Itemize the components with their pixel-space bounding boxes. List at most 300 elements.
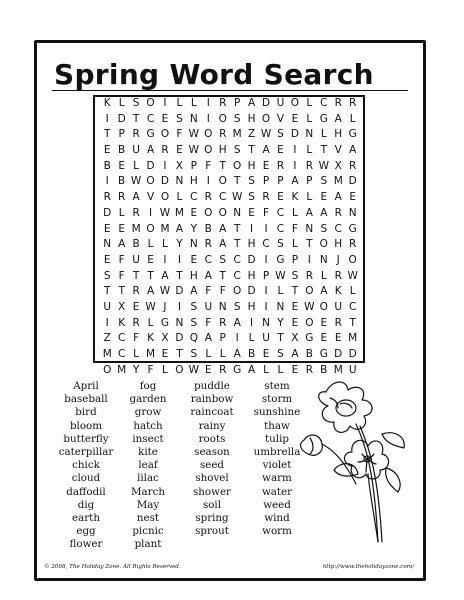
grid-letter: E	[204, 363, 212, 376]
grid-row	[100, 237, 360, 253]
grid-letter: A	[219, 238, 227, 251]
grid-letter: M	[160, 222, 170, 235]
word: cloud	[71, 472, 101, 485]
grid-letter: I	[264, 300, 268, 313]
word-column-2	[119, 380, 177, 552]
grid-letter: S	[320, 222, 328, 235]
grid-letter: S	[233, 300, 241, 313]
grid-letter: C	[146, 112, 155, 125]
word: nest	[136, 512, 160, 525]
grid-letter: I	[264, 285, 268, 298]
grid-letter: T	[104, 285, 111, 298]
grid-letter: C	[204, 253, 212, 266]
grid-row	[100, 190, 360, 206]
grid-letter: H	[247, 269, 256, 282]
grid-letter: U	[103, 300, 112, 313]
grid-letter: F	[147, 363, 154, 376]
grid-letter: E	[291, 300, 299, 313]
word: sunshine	[253, 406, 301, 419]
grid-letter: T	[233, 222, 241, 235]
grid-letter: T	[233, 175, 241, 188]
grid-letter: S	[277, 238, 284, 251]
grid-letter: A	[334, 112, 342, 125]
grid-letter: O	[218, 112, 227, 125]
grid-letter: G	[305, 332, 314, 345]
grid-letter: R	[132, 316, 140, 329]
grid-letter: U	[132, 144, 140, 157]
word: picnic	[132, 525, 164, 538]
grid-letter: I	[105, 112, 109, 125]
grid-letter: T	[219, 269, 226, 282]
grid-letter: G	[348, 128, 357, 141]
grid-letter: L	[320, 269, 327, 282]
grid-letter: O	[146, 175, 155, 188]
word: soil	[202, 498, 222, 511]
grid-letter: T	[306, 238, 313, 251]
grid-letter: W	[159, 206, 171, 219]
grid-letter: O	[160, 191, 170, 204]
word: caterpillar	[58, 446, 114, 459]
grid-letter: W	[188, 144, 200, 157]
grid-letter: W	[188, 363, 200, 376]
grid-letter: T	[349, 316, 356, 329]
grid-letter: R	[305, 363, 313, 376]
grid-letter: T	[233, 238, 241, 251]
grid-letter: F	[133, 332, 140, 345]
grid-letter: O	[218, 175, 227, 188]
grid-letter: B	[320, 363, 328, 376]
grid-letter: H	[218, 144, 227, 157]
grid-letter: C	[276, 222, 285, 235]
grid-letter: F	[118, 269, 125, 282]
grid-row	[100, 347, 360, 363]
word: storm	[261, 393, 293, 406]
grid-letter: N	[262, 316, 270, 329]
word: water	[261, 485, 293, 498]
grid-letter: T	[176, 348, 183, 360]
grid-letter: S	[291, 269, 299, 282]
grid-letter: R	[219, 128, 227, 141]
grid-letter: F	[205, 316, 212, 329]
grid-letter: L	[147, 316, 154, 329]
grid-letter: L	[133, 348, 140, 360]
grid-letter: N	[305, 128, 314, 141]
grid-letter: B	[305, 348, 313, 360]
grid-letter: I	[177, 300, 181, 313]
grid-letter: H	[247, 112, 256, 125]
grid-letter: W	[231, 191, 243, 204]
grid-letter: S	[219, 253, 227, 266]
grid-letter: E	[262, 348, 270, 360]
word: plant	[134, 538, 162, 551]
grid-letter: I	[206, 175, 210, 188]
grid-letter: H	[247, 238, 256, 251]
grid-letter: D	[334, 348, 343, 360]
grid-letter: E	[291, 363, 299, 376]
grid-letter: E	[190, 253, 198, 266]
grid-letter: S	[132, 97, 140, 109]
grid-letter: C	[262, 238, 270, 251]
grid-letter: D	[247, 285, 256, 298]
grid-letter: O	[290, 97, 300, 109]
word: stem	[264, 380, 290, 392]
grid-letter: V	[334, 144, 342, 157]
grid-letter: N	[175, 175, 184, 188]
grid-letter: A	[248, 363, 256, 376]
grid-letter: G	[233, 363, 242, 376]
grid-letter: R	[349, 238, 357, 251]
grid-letter: A	[190, 285, 198, 298]
grid-letter: R	[132, 128, 140, 141]
grid-letter: D	[290, 128, 299, 141]
grid-letter: X	[161, 332, 169, 345]
grid-letter: C	[348, 300, 357, 313]
grid-letter: E	[334, 332, 342, 345]
grid-row	[100, 159, 360, 175]
grid-letter: Y	[190, 222, 198, 235]
grid-letter: A	[161, 269, 169, 282]
grid-letter: A	[233, 348, 241, 360]
grid-letter: L	[176, 191, 183, 204]
grid-letter: K	[291, 191, 299, 204]
grid-letter: M	[102, 348, 112, 360]
word: spring	[195, 512, 229, 525]
word: sprout	[195, 525, 229, 538]
grid-letter: T	[104, 128, 111, 141]
word: garden	[129, 393, 167, 406]
grid-row	[100, 127, 360, 143]
grid-letter: F	[219, 285, 226, 298]
grid-letter: E	[118, 222, 125, 235]
grid-letter: U	[204, 300, 213, 313]
grid-letter: J	[163, 300, 167, 313]
grid-letter: F	[118, 253, 125, 266]
grid-row	[100, 206, 360, 222]
grid-letter: T	[291, 285, 299, 298]
grid-letter: L	[133, 159, 140, 172]
grid-letter: N	[233, 206, 242, 219]
grid-letter: X	[175, 159, 183, 172]
grid-letter: W	[130, 175, 142, 188]
grid-letter: G	[348, 222, 357, 235]
grid-letter: P	[262, 269, 270, 282]
grid-letter: O	[175, 363, 184, 376]
grid-letter: E	[176, 144, 183, 157]
grid-letter: S	[190, 348, 198, 360]
grid-letter: T	[320, 144, 327, 157]
grid-letter: A	[175, 222, 183, 235]
grid-letter: Z	[247, 128, 256, 141]
grid-letter: A	[291, 175, 299, 188]
grid-letter: E	[262, 159, 270, 172]
grid-letter: R	[334, 316, 342, 329]
grid-letter: C	[320, 97, 328, 109]
grid-letter: C	[117, 348, 126, 360]
grid-letter: M	[333, 363, 343, 376]
grid-letter: O	[319, 300, 328, 313]
grid-letter: E	[248, 206, 255, 219]
grid-letter: Y	[132, 363, 140, 376]
grid-letter: L	[291, 238, 298, 251]
grid-row	[100, 316, 360, 332]
grid-letter: W	[260, 128, 272, 141]
grid-letter: E	[349, 191, 356, 204]
grid-letter: E	[147, 253, 154, 266]
grid-letter: K	[147, 332, 154, 345]
grid-letter: E	[320, 191, 328, 204]
grid-letter: T	[132, 112, 140, 125]
grid-letter: L	[176, 97, 183, 109]
grid-letter: A	[204, 332, 212, 345]
word: baseball	[64, 393, 108, 406]
word: hatch	[133, 419, 163, 432]
grid-letter: O	[218, 206, 227, 219]
grid-letter: P	[233, 97, 241, 109]
grid-letter: B	[204, 222, 212, 235]
grid-letter: A	[146, 144, 155, 157]
word: egg	[76, 525, 96, 538]
grid-letter: N	[189, 238, 198, 251]
grid-letter: A	[204, 269, 212, 282]
word: wind	[264, 512, 290, 525]
grid-letter: X	[334, 159, 342, 172]
grid-letter: E	[161, 348, 169, 360]
grid-letter: R	[219, 316, 227, 329]
grid-letter: R	[334, 206, 342, 219]
grid-letter: A	[118, 238, 126, 251]
grid-letter: I	[163, 253, 167, 266]
grid-letter: T	[277, 332, 284, 345]
grid-letter: N	[218, 300, 227, 313]
grid-letter: O	[204, 144, 213, 157]
grid-letter: H	[189, 175, 198, 188]
grid-row	[100, 300, 360, 316]
word-column-1	[56, 380, 116, 552]
grid-row	[100, 284, 360, 300]
grid-row	[100, 253, 360, 269]
grid-letter: H	[189, 269, 198, 282]
grid-letter: B	[103, 159, 111, 172]
grid-letter: O	[146, 222, 155, 235]
grid-letter: H	[247, 159, 256, 172]
word: raincoat	[190, 406, 234, 419]
grid-letter: P	[306, 175, 313, 188]
grid-letter: O	[146, 97, 155, 109]
grid-letter: A	[305, 206, 313, 219]
grid-letter: R	[276, 159, 285, 172]
grid-letter: C	[233, 253, 241, 266]
grid-letter: I	[264, 222, 268, 235]
grid-letter: A	[233, 316, 241, 329]
grid-letter: E	[291, 316, 299, 329]
grid-letter: A	[320, 206, 328, 219]
word: violet	[262, 459, 292, 472]
word: butterfly	[63, 432, 109, 445]
grid-letter: R	[219, 363, 227, 376]
grid-letter: A	[291, 348, 299, 360]
grid-letter: O	[319, 238, 328, 251]
grid-letter: R	[132, 206, 140, 219]
grid-letter: S	[103, 269, 111, 282]
grid-letter: D	[247, 253, 256, 266]
word: dig	[77, 498, 95, 511]
grid-letter: L	[320, 128, 327, 141]
site-url[interactable]: http://www.theholidayzone.com/	[322, 564, 414, 570]
word: fog	[139, 380, 157, 392]
grid-letter: E	[103, 253, 111, 266]
grid-letter: D	[348, 348, 357, 360]
grid-letter: K	[118, 316, 126, 329]
grid-letter: I	[250, 222, 254, 235]
grid-letter: A	[334, 191, 342, 204]
word: weed	[263, 498, 291, 511]
grid-letter: Y	[176, 238, 183, 251]
grid-letter: M	[232, 128, 242, 141]
grid-letter: L	[349, 285, 356, 298]
grid-letter: E	[277, 144, 284, 157]
grid-letter: G	[146, 128, 155, 141]
letter-grid	[100, 96, 360, 378]
grid-letter: L	[190, 97, 197, 109]
grid-letter: F	[291, 222, 298, 235]
grid-letter: I	[105, 316, 109, 329]
grid-letter: T	[118, 285, 125, 298]
grid-letter: L	[162, 238, 168, 251]
grid-letter: S	[190, 300, 198, 313]
grid-letter: R	[161, 144, 169, 157]
grid-letter: L	[118, 206, 125, 219]
grid-letter: R	[132, 285, 140, 298]
grid-letter: I	[163, 159, 167, 172]
grid-letter: E	[118, 159, 125, 172]
grid-letter: L	[263, 363, 269, 376]
grid-letter: W	[347, 269, 358, 282]
grid-letter: R	[204, 238, 212, 251]
grid-letter: A	[349, 144, 357, 157]
grid-letter: D	[348, 175, 357, 188]
grid-letter: R	[219, 97, 227, 109]
word: kite	[138, 446, 158, 459]
grid-letter: K	[103, 97, 111, 109]
grid-letter: M	[146, 348, 156, 360]
grid-letter: R	[262, 191, 270, 204]
grid-letter: I	[148, 206, 153, 219]
grid-letter: J	[336, 253, 340, 266]
word: leaf	[138, 459, 158, 472]
grid-letter: I	[206, 97, 210, 109]
word-list	[56, 380, 307, 552]
grid-letter: C	[233, 269, 241, 282]
grid-letter: E	[320, 332, 328, 345]
grid-letter: U	[334, 300, 343, 313]
grid-letter: S	[277, 128, 284, 141]
word: daffodil	[66, 485, 106, 498]
word: thaw	[264, 419, 290, 432]
grid-letter: L	[147, 238, 154, 251]
word: May	[136, 498, 160, 511]
grid-letter: O	[103, 363, 112, 376]
grid-letter: W	[159, 285, 171, 298]
grid-letter: O	[305, 316, 314, 329]
grid-letter: B	[247, 348, 256, 360]
grid-letter: R	[204, 191, 212, 204]
grid-letter: O	[261, 112, 271, 125]
grid-letter: W	[275, 269, 286, 282]
grid-letter: A	[262, 144, 270, 157]
grid-letter: Z	[103, 332, 111, 345]
grid-letter: P	[190, 159, 198, 172]
grid-letter: Y	[277, 316, 284, 329]
grid-letter: D	[146, 159, 155, 172]
grid-letter: W	[145, 300, 156, 313]
grid-letter: F	[205, 159, 212, 172]
grid-letter: T	[176, 269, 183, 282]
word: flower	[69, 538, 103, 551]
grid-letter: E	[161, 112, 169, 125]
grid-letter: L	[118, 97, 125, 109]
grid-letter: E	[320, 316, 328, 329]
grid-letter: A	[320, 285, 328, 298]
grid-letter: E	[277, 191, 284, 204]
grid-letter: A	[219, 222, 227, 235]
grid-row	[100, 112, 360, 128]
grid-letter: T	[132, 269, 140, 282]
grid-letter: U	[262, 332, 270, 345]
grid-letter: I	[293, 144, 297, 157]
word: chick	[72, 459, 100, 472]
grid-letter: W	[304, 300, 315, 313]
grid-letter: W	[318, 159, 329, 172]
grid-letter: X	[291, 332, 299, 345]
word: March	[130, 485, 165, 498]
grid-letter: E	[103, 144, 111, 157]
grid-letter: S	[320, 175, 328, 188]
grid-letter: H	[334, 238, 343, 251]
grid-letter: I	[105, 175, 109, 188]
grid-letter: I	[177, 253, 181, 266]
grid-letter: L	[205, 348, 212, 360]
grid-letter: M	[333, 175, 343, 188]
grid-letter: T	[147, 269, 154, 282]
grid-letter: X	[118, 300, 126, 313]
grid-letter: R	[305, 159, 313, 172]
grid-letter: H	[247, 300, 256, 313]
grid-letter: M	[117, 363, 127, 376]
grid-letter: C	[334, 222, 342, 235]
grid-letter: O	[160, 128, 170, 141]
grid-letter: E	[190, 206, 198, 219]
grid-letter: C	[190, 191, 198, 204]
grid-letter: C	[276, 206, 285, 219]
grid-letter: L	[306, 97, 313, 109]
grid-letter: N	[189, 112, 198, 125]
grid-letter: R	[305, 269, 313, 282]
grid-row	[100, 174, 360, 190]
page-title: Spring Word Search	[54, 58, 374, 91]
grid-letter: S	[248, 191, 255, 204]
grid-letter: L	[306, 191, 313, 204]
grid-letter: K	[334, 285, 342, 298]
grid-letter: P	[277, 175, 284, 188]
grid-letter: F	[205, 285, 212, 298]
grid-letter: P	[291, 253, 299, 266]
word: shower	[193, 485, 231, 498]
word: rainbow	[190, 393, 234, 406]
word: shovel	[195, 472, 229, 485]
grid-letter: A	[146, 285, 155, 298]
grid-letter: C	[219, 191, 227, 204]
grid-letter: D	[117, 112, 126, 125]
